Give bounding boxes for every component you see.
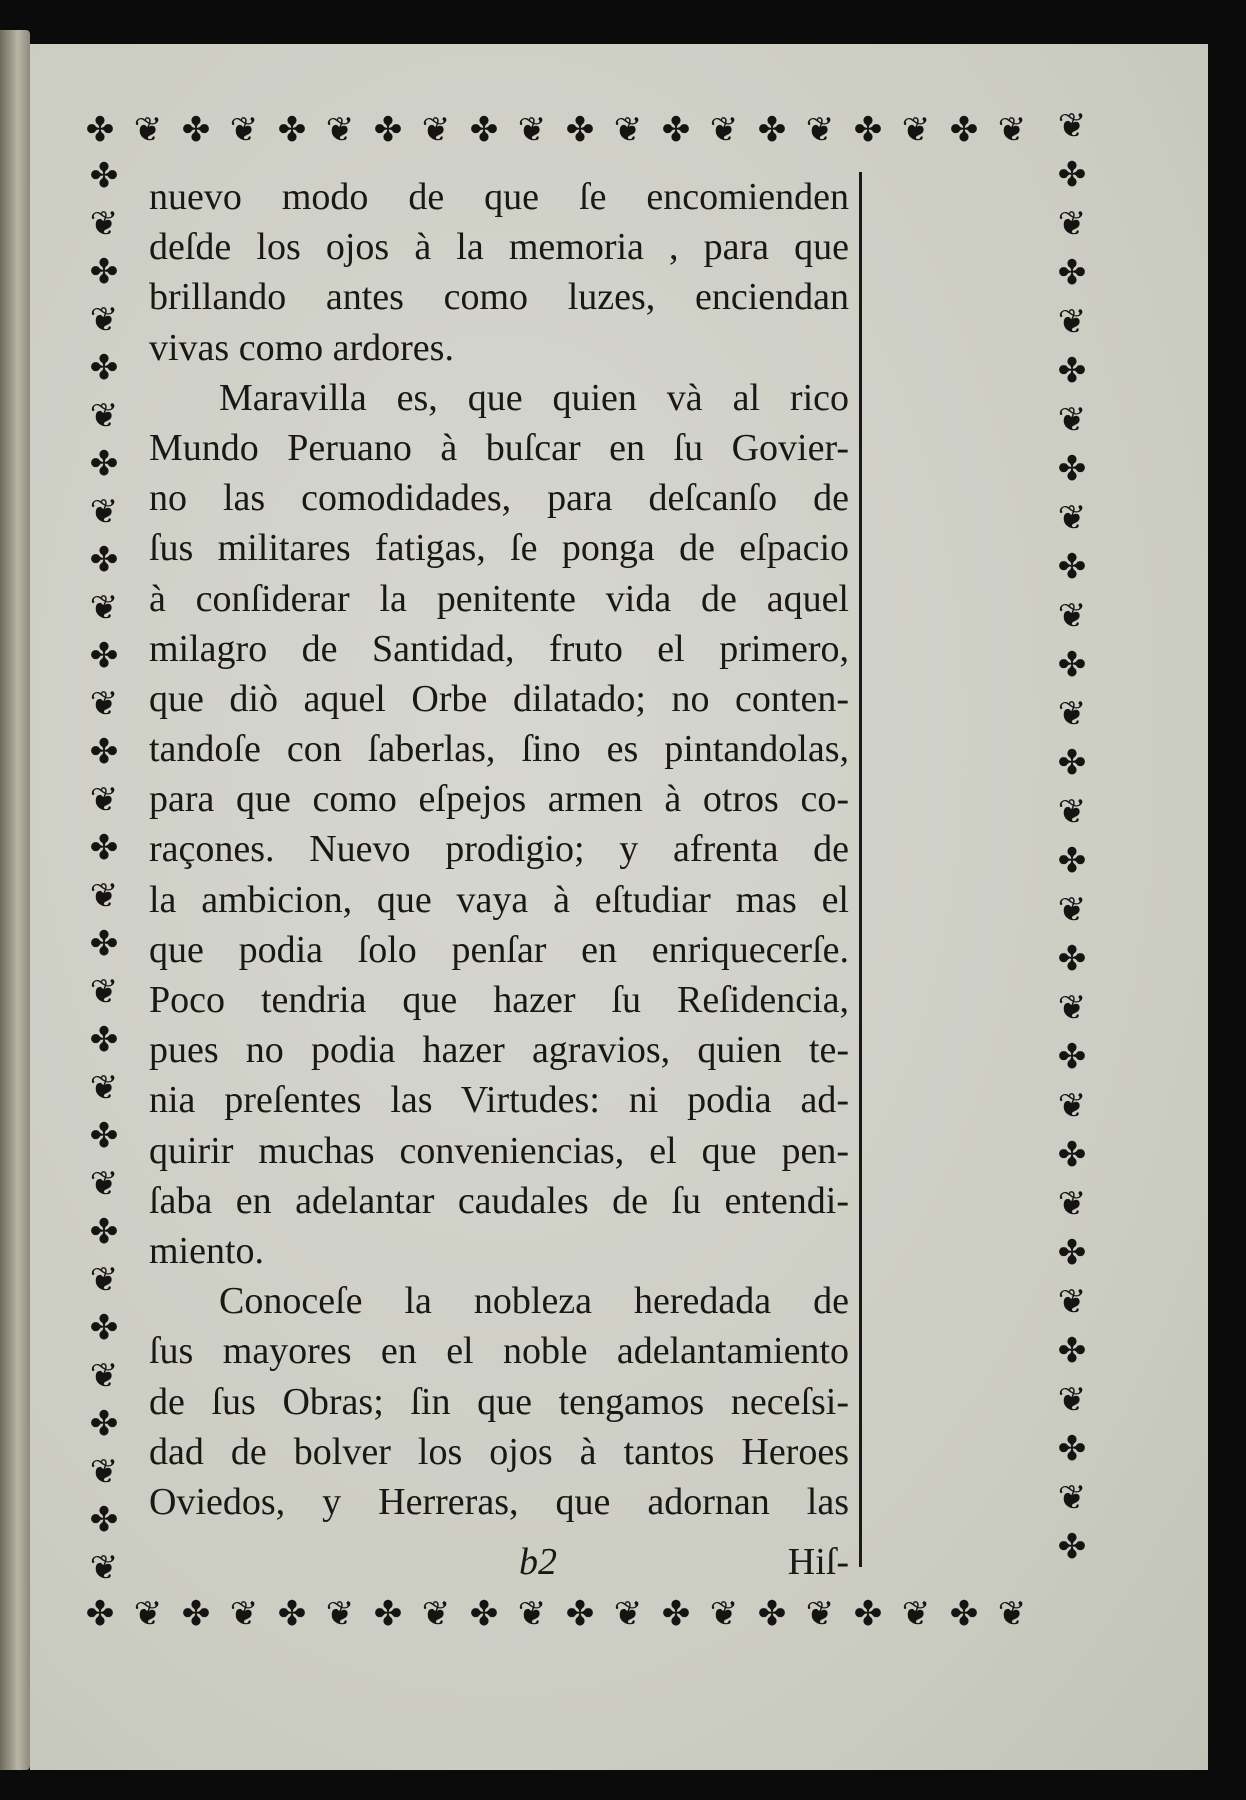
fleuron-icon: ❦: [133, 112, 163, 149]
text-line: deſde los ojos à la memoria , para que: [149, 226, 849, 269]
text-line: Conoceſe la nobleza heredada de: [219, 1280, 849, 1323]
fleuron-icon: ❦: [325, 112, 355, 149]
fleuron-icon: ✤: [373, 1596, 403, 1633]
fleuron-icon: ✤: [85, 112, 115, 149]
text-line: quirir muchas conveniencias, el que pen-: [149, 1129, 849, 1172]
fleuron-icon: ✤: [757, 112, 787, 149]
fleuron-icon: ✤: [277, 112, 307, 149]
fleuron-icon: ❦: [89, 1262, 119, 1299]
fleuron-icon: ❦: [709, 1596, 739, 1633]
fleuron-icon: ❦: [89, 1166, 119, 1203]
text-line: ſus militares fatigas, ſe ponga de eſpacio: [149, 527, 849, 570]
fleuron-icon: ❦: [89, 782, 119, 819]
fleuron-icon: ✤: [89, 542, 119, 579]
fleuron-icon: ❦: [1057, 892, 1087, 929]
fleuron-icon: ✤: [89, 926, 119, 963]
fleuron-icon: ❦: [901, 112, 931, 149]
fleuron-icon: ❦: [229, 1596, 259, 1633]
fleuron-icon: ✤: [89, 254, 119, 291]
fleuron-icon: ✤: [1057, 255, 1087, 292]
fleuron-icon: ✤: [89, 638, 119, 675]
fleuron-icon: ✤: [1057, 451, 1087, 488]
fleuron-icon: ❦: [89, 1070, 119, 1107]
fleuron-icon: ❦: [89, 302, 119, 339]
fleuron-icon: ❦: [1057, 500, 1087, 537]
fleuron-icon: ❦: [1057, 206, 1087, 243]
fleuron-icon: ❦: [709, 112, 739, 149]
fleuron-icon: ❦: [805, 1596, 835, 1633]
fleuron-icon: ❦: [89, 590, 119, 627]
fleuron-icon: ❦: [1057, 1480, 1087, 1517]
fleuron-icon: ✤: [1057, 647, 1087, 684]
fleuron-icon: ❦: [325, 1596, 355, 1633]
fleuron-icon: ✤: [661, 1596, 691, 1633]
fleuron-icon: ✤: [89, 1214, 119, 1251]
text-line: tandoſe con ſaberlas, ſino es pintandolas,: [149, 728, 849, 771]
fleuron-icon: ✤: [89, 1310, 119, 1347]
text-line: miento.: [149, 1229, 265, 1272]
fleuron-icon: ✤: [89, 1406, 119, 1443]
fleuron-icon: ✤: [89, 350, 119, 387]
fleuron-icon: ✤: [661, 112, 691, 149]
vertical-rule: [859, 172, 862, 1567]
text-line: ſus mayores en el noble adelantamiento: [149, 1330, 849, 1373]
text-line: que podia ſolo penſar en enriquecerſe.: [149, 928, 849, 971]
fleuron-icon: ✤: [469, 1596, 499, 1633]
fleuron-icon: ❦: [421, 1596, 451, 1633]
text-line: vivas como ardores.: [149, 326, 454, 369]
fleuron-icon: ❦: [89, 494, 119, 531]
fleuron-icon: ❦: [1057, 1088, 1087, 1125]
fleuron-icon: ❦: [89, 398, 119, 435]
fleuron-icon: ❦: [89, 206, 119, 243]
fleuron-icon: ❦: [421, 112, 451, 149]
text-line: à conſiderar la penitente vida de aquel: [149, 577, 849, 620]
fleuron-icon: ✤: [1057, 1333, 1087, 1370]
fleuron-icon: ✤: [89, 446, 119, 483]
fleuron-icon: ❦: [89, 1454, 119, 1491]
signature-mark: b2: [519, 1541, 557, 1583]
fleuron-icon: ❦: [133, 1596, 163, 1633]
text-line: nia preſentes las Virtudes: ni podia ad-: [149, 1079, 849, 1122]
fleuron-icon: ✤: [89, 830, 119, 867]
fleuron-icon: ✤: [949, 112, 979, 149]
fleuron-icon: ✤: [89, 1118, 119, 1155]
text-line: ſaba en adelantar caudales de ſu entendi-: [149, 1179, 849, 1222]
fleuron-icon: ✤: [1057, 157, 1087, 194]
fleuron-icon: ✤: [757, 1596, 787, 1633]
fleuron-icon: ✤: [469, 112, 499, 149]
fleuron-icon: ❦: [89, 686, 119, 723]
page-footer: [149, 1540, 849, 1590]
fleuron-icon: ❦: [89, 878, 119, 915]
fleuron-icon: ✤: [1057, 353, 1087, 390]
fleuron-icon: ✤: [1057, 1529, 1087, 1566]
text-line: dad de bolver los ojos à tantos Heroes: [149, 1430, 849, 1473]
fleuron-icon: ❦: [1057, 794, 1087, 831]
fleuron-icon: ❦: [517, 1596, 547, 1633]
fleuron-icon: ✤: [89, 1022, 119, 1059]
fleuron-icon: ❦: [89, 1550, 119, 1587]
fleuron-icon: ✤: [181, 1596, 211, 1633]
fleuron-icon: ✤: [1057, 1137, 1087, 1174]
fleuron-icon: ✤: [853, 1596, 883, 1633]
fleuron-icon: ❦: [1057, 402, 1087, 439]
fleuron-icon: ❦: [89, 1358, 119, 1395]
text-line: Oviedos, y Herreras, que adornan las: [149, 1480, 849, 1523]
fleuron-icon: ✤: [1057, 941, 1087, 978]
fleuron-icon: ❦: [229, 112, 259, 149]
text-line: brillando antes como luzes, enciendan: [149, 276, 849, 319]
text-line: raçones. Nuevo prodigio; y afrenta de: [149, 828, 849, 871]
fleuron-icon: ❦: [613, 1596, 643, 1633]
fleuron-icon: ✤: [1057, 549, 1087, 586]
text-line: nuevo modo de que ſe encomienden: [149, 176, 849, 218]
catchword: Hiſ-: [787, 1541, 849, 1583]
text-line: Maravilla es, que quien và al rico: [219, 376, 849, 419]
text-line: pues no podia hazer agravios, quien te-: [149, 1029, 849, 1072]
fleuron-icon: ❦: [517, 112, 547, 149]
text-line: milagro de Santidad, fruto el primero,: [149, 627, 849, 670]
fleuron-icon: ✤: [1057, 1431, 1087, 1468]
fleuron-icon: ❦: [1057, 1186, 1087, 1223]
fleuron-icon: ❦: [89, 974, 119, 1011]
text-line: que diò aquel Orbe dilatado; no conten-: [149, 677, 849, 720]
fleuron-icon: ❦: [1057, 696, 1087, 733]
text-line: Poco tendria que hazer ſu Reſidencia,: [149, 979, 849, 1021]
fleuron-icon: ✤: [565, 1596, 595, 1633]
fleuron-icon: ✤: [1057, 1235, 1087, 1272]
fleuron-icon: ❦: [1057, 304, 1087, 341]
fleuron-icon: ✤: [277, 1596, 307, 1633]
text-line: para que como eſpejos armen à otros co-: [149, 778, 849, 821]
fleuron-icon: ❦: [997, 112, 1027, 149]
fleuron-icon: ✤: [1057, 843, 1087, 880]
fleuron-icon: ❦: [1057, 108, 1087, 145]
fleuron-icon: ✤: [853, 112, 883, 149]
fleuron-icon: ❦: [805, 112, 835, 149]
text-line: la ambicion, que vaya à eſtudiar mas el: [149, 878, 849, 921]
fleuron-icon: ❦: [1057, 1284, 1087, 1321]
fleuron-icon: ✤: [1057, 745, 1087, 782]
fleuron-icon: ✤: [565, 112, 595, 149]
text-line: Mundo Peruano à buſcar en ſu Govier-: [149, 426, 849, 469]
text-line: no las comodidades, para deſcanſo de: [149, 477, 849, 520]
fleuron-icon: ✤: [949, 1596, 979, 1633]
fleuron-icon: ✤: [89, 158, 119, 195]
body-text: [149, 172, 849, 1527]
fleuron-icon: ❦: [613, 112, 643, 149]
fleuron-icon: ✤: [85, 1596, 115, 1633]
fleuron-icon: ✤: [89, 1502, 119, 1539]
fleuron-icon: ❦: [1057, 598, 1087, 635]
fleuron-icon: ❦: [901, 1596, 931, 1633]
fleuron-icon: ✤: [1057, 1039, 1087, 1076]
fleuron-icon: ✤: [89, 734, 119, 771]
previous-page-edge: [0, 30, 30, 1770]
fleuron-icon: ❦: [1057, 990, 1087, 1027]
text-line: de ſus Obras; ſin que tengamos neceſsi-: [149, 1380, 849, 1423]
fleuron-icon: ✤: [373, 112, 403, 149]
fleuron-icon: ❦: [1057, 1382, 1087, 1419]
fleuron-icon: ✤: [181, 112, 211, 149]
fleuron-icon: ❦: [997, 1596, 1027, 1633]
